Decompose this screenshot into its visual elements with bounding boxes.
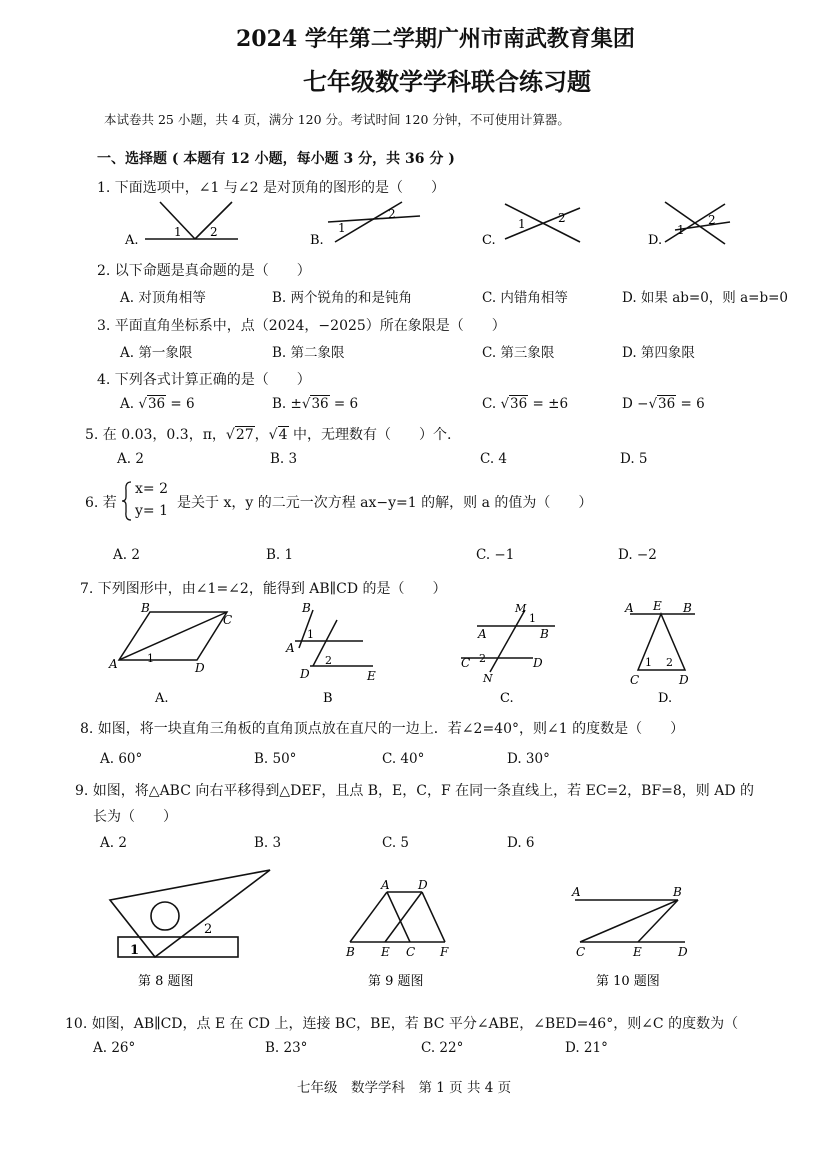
q4-option-a <box>120 396 195 412</box>
question-8: 8. 如图，将一块直角三角板的直角顶点放在直尺的一边上．若∠2=40°，则∠1 的度数是（ ） <box>80 721 685 737</box>
q7b-label-d: D <box>300 667 310 681</box>
q4-c-prefix: C. <box>482 396 501 412</box>
q7c-label-a: A <box>478 627 487 641</box>
q7-caption-c: C. <box>500 691 514 706</box>
figure-8-caption: 第 8 题图 <box>138 974 194 989</box>
q6-option-d: D. −2 <box>618 547 657 563</box>
fig10-label-a: A <box>572 885 581 899</box>
page-title: 2024 学年第二学期广州市南武教育集团 <box>236 26 635 52</box>
fig9-label-d: D <box>418 878 428 892</box>
q4-b-prefix: B. ± <box>272 396 302 412</box>
figure-10-caption: 第 10 题图 <box>596 974 660 989</box>
q7b-angle-1: 1 <box>307 628 314 641</box>
q7c-label-c: C <box>461 656 471 670</box>
q4-option-c <box>482 396 568 412</box>
fig10-label-d: D <box>678 945 688 959</box>
q3-option-b: B. 第二象限 <box>272 345 345 361</box>
q7d-label-a: A <box>625 601 634 615</box>
question-1: 1. 下面选项中，∠1 与∠2 是对顶角的图形的是（ ） <box>97 180 445 196</box>
section-heading: 一、选择题 ( 本题有 12 小题，每小题 3 分，共 36 分 ) <box>97 151 455 167</box>
q1-c-mark-1: 1 <box>518 217 526 231</box>
q7d-angle-2: 2 <box>666 656 673 669</box>
sqrt-icon: √ <box>500 396 510 412</box>
q7b-label-a: A <box>286 641 295 655</box>
q7a-label-a: A <box>109 657 118 671</box>
q4-a-suffix: = 6 <box>166 396 195 412</box>
left-brace-icon <box>121 480 133 522</box>
q1-a-mark-2: 2 <box>210 225 218 239</box>
sqrt-icon: √ <box>268 427 278 443</box>
q1-b-mark-2: 2 <box>388 207 396 221</box>
q7b-label-e: E <box>367 669 376 683</box>
fig10-label-b: B <box>673 885 682 899</box>
q4-a-radicand: 36 <box>147 396 166 412</box>
question-9-line-1: 9. 如图，将△ABC 向右平移得到△DEF，且点 B，E，C，F 在同一条直线上，若 EC=2，BF=8，则 AD 的 <box>75 783 755 799</box>
q9-option-b: B. 3 <box>254 835 282 851</box>
q7a-angle-1: 1 <box>147 652 154 665</box>
q7c-label-m: M <box>515 602 527 615</box>
q7c-label-b: B <box>540 627 549 641</box>
q7b-angle-2: 2 <box>325 654 332 667</box>
question-2: 2. 以下命题是真命题的是（ ） <box>97 263 311 279</box>
q1-label-d: D. <box>648 233 663 248</box>
q4-b-radicand: 36 <box>311 396 329 412</box>
q1-label-a: A. <box>125 233 139 248</box>
q9-option-a: A. 2 <box>100 835 127 851</box>
q3-option-a: A. 第一象限 <box>120 345 193 361</box>
q8-option-d: D. 30° <box>507 751 550 767</box>
q6-option-a: A. 2 <box>113 547 140 563</box>
q4-option-d <box>622 396 705 412</box>
figure-8 <box>110 870 270 958</box>
q7d-label-e: E <box>653 600 662 613</box>
question-5 <box>85 424 451 444</box>
q7d-label-d: D <box>679 673 689 687</box>
sqrt-icon: √ <box>648 396 658 412</box>
page-footer: 七年级 数学学科 第 1 页 共 4 页 <box>297 1080 512 1096</box>
q6-option-c: C. −1 <box>476 547 515 563</box>
q2-option-b: B. 两个锐角的和是钝角 <box>272 290 413 306</box>
q7-caption-d: D. <box>658 691 673 706</box>
q4-b-suffix: = 6 <box>329 396 359 412</box>
q10-option-c: C. 22° <box>421 1040 464 1056</box>
q1-d-mark-1: 1 <box>677 223 685 237</box>
fig10-label-c: C <box>576 945 586 959</box>
fig8-angle-2: 2 <box>204 922 213 937</box>
fig9-label-f: F <box>440 945 449 959</box>
q2-option-c: C. 内错角相等 <box>482 290 568 306</box>
page-subtitle: 七年级数学学科联合练习题 <box>303 67 591 96</box>
q5-mid: ， <box>254 427 269 443</box>
q7c-angle-2: 2 <box>479 652 486 665</box>
q10-option-d: D. 21° <box>565 1040 608 1056</box>
q7a-label-c: C <box>223 613 233 627</box>
q2-option-d: D. 如果 ab=0，则 a=b=0 <box>622 290 789 306</box>
q3-option-c: C. 第三象限 <box>482 345 555 361</box>
sqrt-icon: √ <box>225 427 235 443</box>
q5-prefix: 5. 在 0.03，0.3，π， <box>85 427 226 443</box>
question-7: 7. 下列图形中，由∠1=∠2，能得到 AB∥CD 的是（ ） <box>80 581 447 597</box>
q1-figure-c <box>482 204 580 248</box>
q7c-label-d: D <box>533 656 543 670</box>
question-3: 3. 平面直角坐标系中，点（2024，−2025）所在象限是（ ） <box>97 318 506 334</box>
q4-d-radicand: 36 <box>658 396 676 412</box>
q7-figure-a <box>108 601 232 675</box>
q8-option-b: B. 50° <box>254 751 297 767</box>
q1-figure-b <box>310 202 420 248</box>
q5-option-c: C. 4 <box>480 451 508 467</box>
q8-option-c: C. 40° <box>382 751 425 767</box>
q1-figures <box>120 194 780 254</box>
figure-9-caption: 第 9 题图 <box>368 974 424 989</box>
q5-option-a: A. 2 <box>117 451 144 467</box>
q1-d-mark-2: 2 <box>708 213 716 227</box>
question-9-line-2: 长为（ ） <box>93 809 177 825</box>
q4-a-prefix: A. <box>120 396 139 412</box>
figure-9 <box>345 878 449 959</box>
q7a-label-b: B <box>141 601 150 615</box>
q2-option-a: A. 对顶角相等 <box>120 290 206 306</box>
fig9-label-a: A <box>381 878 390 892</box>
q8-option-a: A. 60° <box>100 751 143 767</box>
q5-radicand-4: 4 <box>278 427 288 443</box>
fig9-label-c: C <box>406 945 416 959</box>
q1-figure-a <box>124 202 238 248</box>
q6-prefix: 6. 若 <box>85 495 117 511</box>
q4-d-prefix: D − <box>622 396 649 412</box>
q5-option-b: B. 3 <box>270 451 298 467</box>
sqrt-icon: √ <box>138 396 147 412</box>
q7-caption-a: A. <box>155 691 169 706</box>
question-4: 4. 下列各式计算正确的是（ ） <box>97 372 311 388</box>
q7-figure-d <box>624 600 695 687</box>
q5-option-d: D. 5 <box>620 451 648 467</box>
q6-equation-y: y= 1 <box>135 503 168 519</box>
q1-label-b: B. <box>310 233 324 248</box>
q5-suffix: 中，无理数有（ ）个. <box>288 427 452 443</box>
q6-equation-x: x= 2 <box>135 481 168 497</box>
q5-radicand-27: 27 <box>235 427 254 443</box>
q7-figure-c <box>461 602 555 685</box>
question-10: 10. 如图，AB∥CD，点 E 在 CD 上，连接 BC，BE，若 BC 平分∠ABE，∠BED=46°，则∠C 的度数为（ <box>65 1016 739 1032</box>
q10-option-a: A. 26° <box>93 1040 136 1056</box>
q9-option-c: C. 5 <box>382 835 410 851</box>
figure-10 <box>571 885 688 959</box>
q4-c-suffix: = ±6 <box>528 396 569 412</box>
fig9-label-b: B <box>346 945 355 959</box>
q4-option-b <box>272 396 358 412</box>
q7d-angle-1: 1 <box>645 656 652 669</box>
q7c-angle-1: 1 <box>529 612 536 625</box>
q7c-label-n: N <box>483 672 493 685</box>
fig8-angle-1: 1 <box>130 943 140 958</box>
q1-a-mark-1: 1 <box>174 225 182 239</box>
fig9-label-e: E <box>381 945 390 959</box>
exam-note: 本试卷共 25 小题，共 4 页，满分 120 分。考试时间 120 分钟，不可使用计算器。 <box>104 112 570 127</box>
q1-figure-d <box>648 202 730 248</box>
q7-figure-b <box>285 601 376 683</box>
q6-suffix: 是关于 x，y 的二元一次方程 ax−y=1 的解，则 a 的值为（ ） <box>177 495 593 511</box>
q9-option-d: D. 6 <box>507 835 535 851</box>
q4-d-suffix: = 6 <box>676 396 705 412</box>
sqrt-icon: √ <box>301 396 311 412</box>
q1-label-c: C. <box>482 233 496 248</box>
q10-option-b: B. 23° <box>265 1040 308 1056</box>
q6-option-b: B. 1 <box>266 547 294 563</box>
q3-option-d: D. 第四象限 <box>622 345 695 361</box>
q1-c-mark-2: 2 <box>558 211 566 225</box>
q1-b-mark-1: 1 <box>338 221 346 235</box>
q7b-label-b: B <box>302 601 311 615</box>
fig10-label-e: E <box>633 945 642 959</box>
q7a-label-d: D <box>195 661 205 675</box>
figures-8-9-10 <box>100 860 700 995</box>
q7-caption-b: B <box>323 691 333 706</box>
q7d-label-b: B <box>683 601 692 615</box>
q7-figures <box>105 600 705 708</box>
q4-c-radicand: 36 <box>510 396 528 412</box>
q7d-label-c: C <box>630 673 640 687</box>
